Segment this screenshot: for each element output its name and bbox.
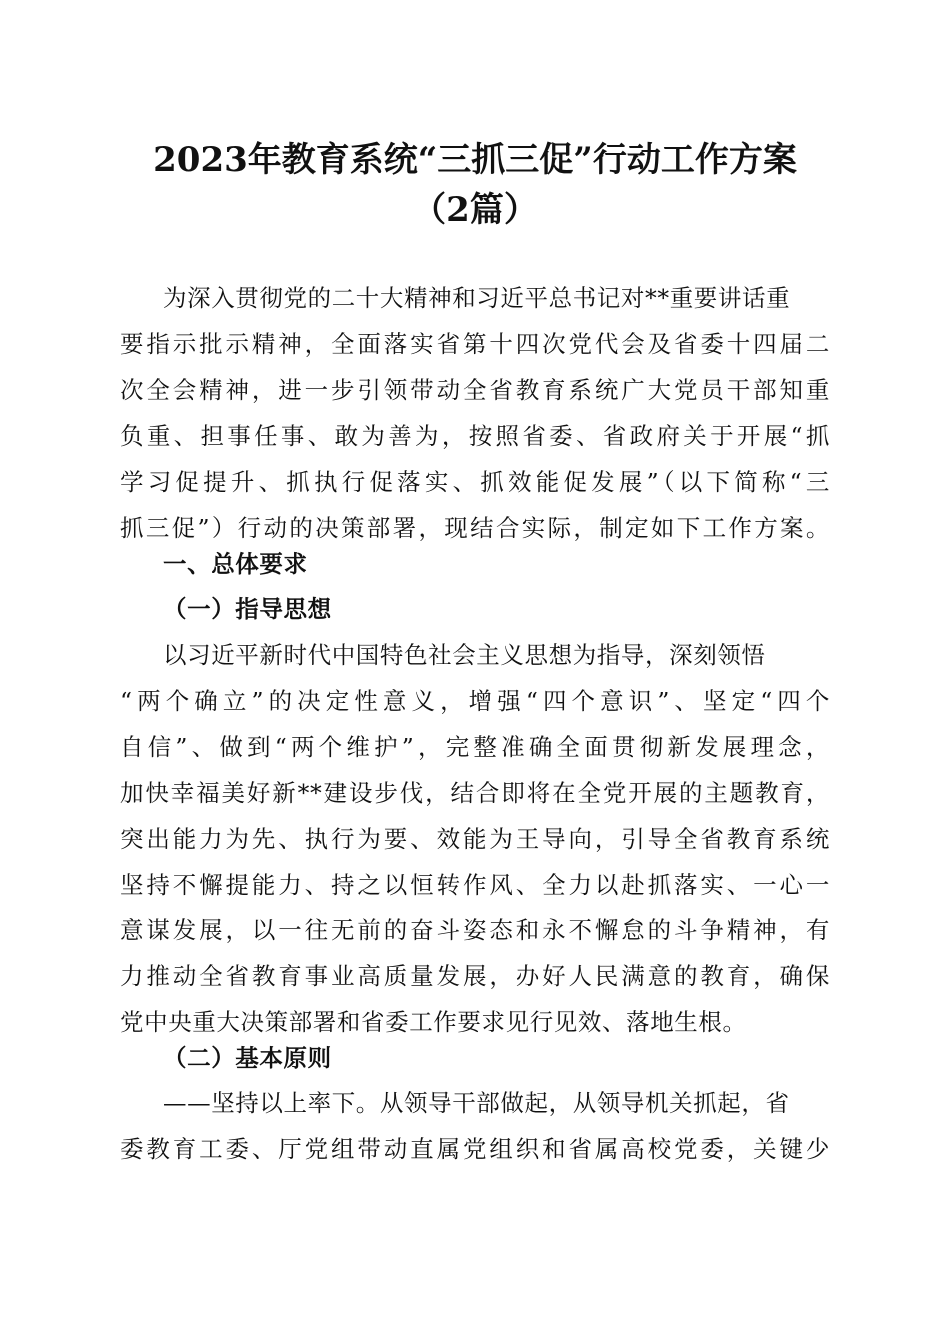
paragraph-line: 坚持不懈提能力、持之以恒转作风、全力以赴抓落实、一心一 (120, 871, 830, 899)
section-heading: 一、总体要求 (163, 550, 308, 578)
paragraph-line: ——坚持以上率下。从领导干部做起，从领导机关抓起，省 (163, 1089, 790, 1117)
paragraph-line: 突出能力为先、执行为要、效能为王导向，引导全省教育系统 (120, 825, 830, 853)
paragraph-line: 意谋发展，以一往无前的奋斗姿态和永不懈怠的斗争精神，有 (120, 916, 830, 944)
paragraph-line: 加快幸福美好新**建设步伐，结合即将在全党开展的主题教育， (120, 779, 830, 807)
paragraph-line: 力推动全省教育事业高质量发展，办好人民满意的教育，确保 (120, 962, 830, 990)
paragraph-line: 为深入贯彻党的二十大精神和习近平总书记对**重要讲话重 (163, 284, 791, 312)
paragraph-line: 负重、担事任事、敢为善为，按照省委、省政府关于开展“抓 (120, 422, 830, 450)
subsection-heading: （一）指导思想 (163, 595, 332, 623)
subsection-heading: （二）基本原则 (163, 1044, 332, 1072)
paragraph-line: 党中央重大决策部署和省委工作要求见行见效、落地生根。 (120, 1008, 747, 1036)
paragraph-line: 自信”、做到“两个维护”，完整准确全面贯彻新发展理念， (120, 733, 830, 761)
document-title: 2023年教育系统“三抓三促”行动工作方案 (153, 140, 797, 180)
paragraph-line: “两个确立”的决定性意义，增强“四个意识”、坚定“四个 (120, 687, 830, 715)
paragraph-line: 次全会精神，进一步引领带动全省教育系统广大党员干部知重 (120, 376, 830, 404)
document-subtitle: （2篇） (412, 190, 538, 230)
paragraph-line: 委教育工委、厅党组带动直属党组织和省属高校党委，关键少 (120, 1135, 830, 1163)
paragraph-line: 以习近平新时代中国特色社会主义思想为指导，深刻领悟 (163, 641, 766, 669)
paragraph-line: 要指示批示精神，全面落实省第十四次党代会及省委十四届二 (120, 330, 830, 358)
paragraph-line: 抓三促”）行动的决策部署，现结合实际，制定如下工作方案。 (120, 514, 830, 542)
paragraph-line: 学习促提升、抓执行促落实、抓效能促发展”（以下简称“三 (120, 468, 830, 496)
